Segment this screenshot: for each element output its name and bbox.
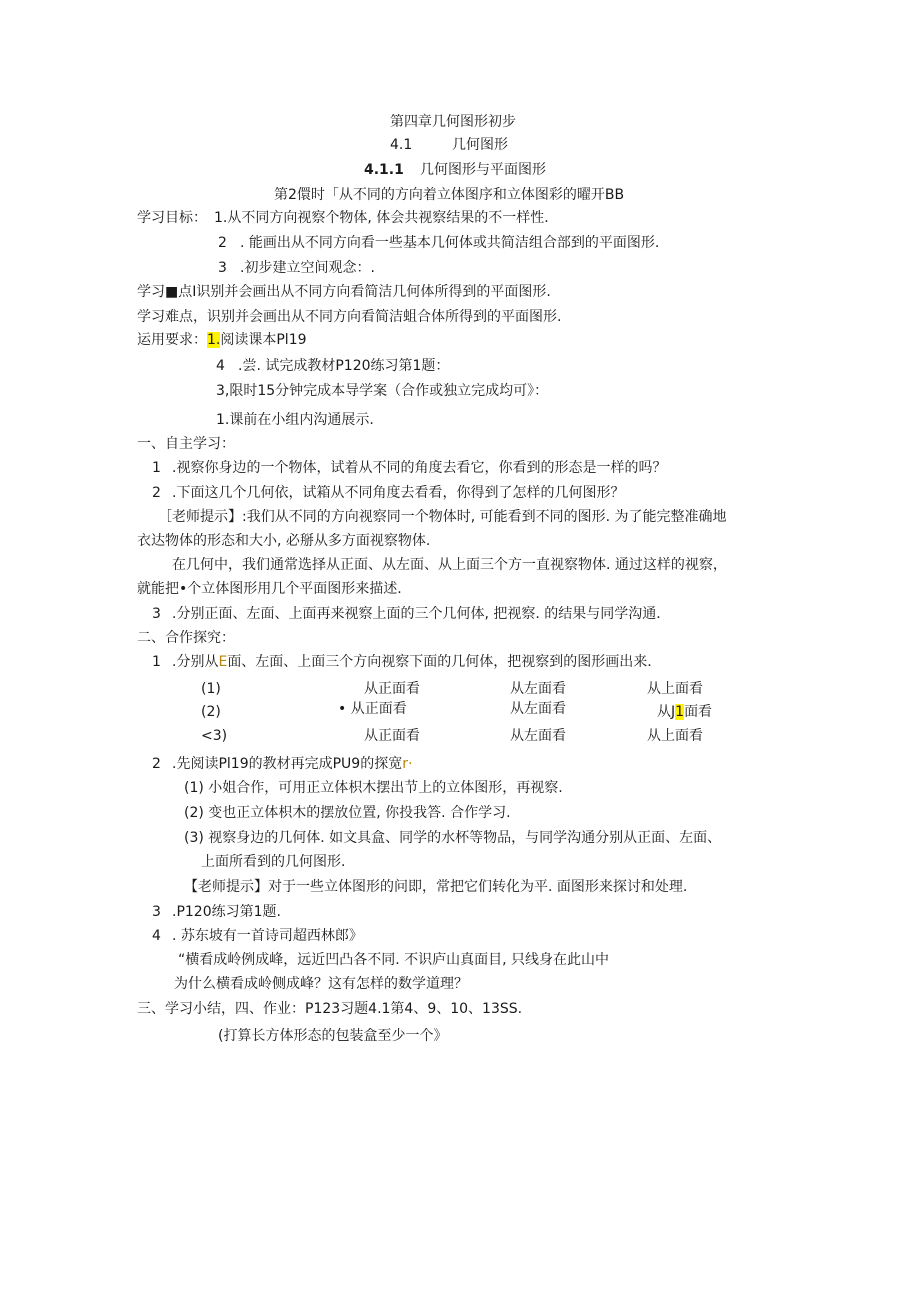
- part1-paragraph-line-1: 在几何中，我们通常选择从正面、从左面、从上面三个方一直视察物体. 通过这样的视察，: [172, 557, 727, 573]
- table-row-2-left: 从左面看: [510, 701, 566, 717]
- part2-q2-mark: r·: [402, 756, 413, 772]
- goal-item-1: 1.从不同方向视察个物体, 体会共视察结果的不一样性.: [214, 210, 549, 226]
- table-row-1-left: 从左面看: [510, 681, 566, 697]
- part1-tip-line-2: 衣达物体的形态和大小, 必掰从多方面视察物体.: [137, 533, 431, 549]
- part2-q4-number: 4: [152, 928, 161, 944]
- key-point-label-a: 学习: [137, 284, 165, 300]
- table-row-3-left: 从左面看: [510, 728, 566, 744]
- usage-item-3: 3,限时15分钟完成本导学案（合作或独立完成均可》：: [216, 383, 549, 399]
- difficulty-line: [137, 307, 561, 327]
- difficulty-text: 识别并会画出从不同方向看简洁蛆合体所得到的平面图形.: [207, 309, 562, 325]
- subsection-title: 几何图形与平面图形: [420, 162, 546, 178]
- table-row-2-top-a: 从J: [657, 704, 676, 720]
- part2-q2-text: .先阅读Pl19的教材再完成PU9的探宽: [172, 756, 403, 772]
- part2-sub-2: (2) 变也正立体枳木的摆放位置, 你投我答. 合作学习.: [184, 805, 511, 821]
- part2-sub-3-line-1: (3) 视察身边的几何体. 如文具盒、同学的水杯等物品，与同学沟通分别从正面、左面、: [184, 830, 722, 846]
- part2-q2-number: 2: [152, 756, 161, 772]
- usage-line-1: [137, 330, 307, 350]
- part2-sub-1: (1) 小姐合作，可用正立体枳木摆出节上的立体图形，再视察.: [184, 780, 563, 796]
- goal-item-3: .初步建立空间观念：.: [240, 260, 375, 276]
- chapter-title: 第四章几何图形初步: [390, 114, 516, 130]
- table-row-2-label: (2): [201, 704, 221, 720]
- part2-sub-3-line-2: 上面所看到的几何图形.: [201, 854, 346, 870]
- part1-q1: .视察你身边的一个物体，试着从不同的角度去看它，你看到的形态是一样的吗？: [172, 460, 667, 476]
- key-point-text: 别并会画出从不同方向看简洁几何体所得到的平面图形.: [210, 284, 551, 300]
- table-row-3-label: <3): [201, 728, 228, 744]
- part2-poem: “横看成岭例成峰，远近凹凸各不同. 不识庐山真面目, 只线身在此山中: [178, 952, 610, 968]
- key-point-label-b: 点I识: [178, 284, 211, 300]
- part1-tip-line-1: ［老师提示】:我们从不同的方向视察同一个物体时, 可能看到不同的图形. 为了能完整准确地: [158, 509, 727, 525]
- table-row-3-front: 从正面看: [364, 728, 420, 744]
- part3-note: (打算长方体形态的包装盒至少一个》: [218, 1028, 448, 1044]
- usage-item-1-mark: 1.: [207, 332, 221, 348]
- table-row-2-front: • 从正面看: [338, 701, 407, 717]
- part1-q3-number: 3: [152, 606, 161, 622]
- table-row-1-front: 从正面看: [364, 681, 420, 697]
- table-row-2-top-b: 面看: [684, 704, 713, 720]
- goal-item-3-number: 3: [218, 260, 227, 276]
- key-point-line: [137, 282, 551, 302]
- difficulty-label: 学习难点，: [137, 309, 207, 325]
- part2-q3-number: 3: [152, 904, 161, 920]
- usage-item-2-number: 4: [216, 358, 225, 374]
- subsection-number: 4.1.1: [364, 162, 404, 178]
- table-row-2-top-highlight: 1: [675, 704, 685, 720]
- part1-q2: .下面这几个几何依，试箱从不同角度去看看，你得到了怎样的几何图形？: [172, 485, 625, 501]
- part2-q1-text-b: 面、左面、上面三个方向视察下面的几何体，把视察到的图形画出来.: [227, 654, 652, 670]
- goals-label: 学习目标：: [137, 210, 207, 226]
- usage-item-1: 阅读课本Pl19: [220, 332, 307, 348]
- usage-item-4: 1.课前在小组内沟通展示.: [216, 412, 374, 428]
- part1-heading: 一、自主学习：: [137, 436, 235, 452]
- part1-q3: .分别正面、左面、上面再来视察上面的三个几何体, 把视察. 的结果与同学沟通.: [172, 606, 661, 622]
- part1-paragraph-line-2: 就能把•个立体图形用几个平面图形来描述.: [137, 581, 402, 597]
- part2-q1-number: 1: [152, 654, 161, 670]
- lesson-title: 第2儇时「从不同的方向着立体图序和立体图彩的曜开BB: [274, 187, 625, 203]
- table-row-3-top: 从上面看: [647, 728, 703, 744]
- part3-summary-homework: 三、学习小结，四、作业：P123习题4.1第4、9、10、13SS.: [137, 1001, 523, 1017]
- part2-q2: [172, 754, 412, 774]
- key-point-square: ■: [165, 284, 179, 300]
- usage-label: 运用要求：: [137, 332, 207, 348]
- section-title: 几何图形: [452, 137, 508, 153]
- section-number: 4.1: [390, 137, 413, 153]
- part2-heading: 二、合作探究：: [137, 630, 235, 646]
- part1-q2-number: 2: [152, 485, 161, 501]
- table-row-2-top: [657, 702, 712, 722]
- part2-poem-question: 为什么横看成岭侧成峰？这有怎样的数学道理？: [174, 976, 468, 992]
- usage-item-2: .尝. 试完成教材P120练习第1题：: [238, 358, 450, 374]
- part2-q1-e: E: [218, 654, 228, 670]
- table-row-1-top: 从上面看: [647, 681, 703, 697]
- goal-item-2: . 能画出从不同方向看一些基本几何体或共简洁组合部到的平面图形.: [240, 235, 660, 251]
- part2-q1-text-a: .分别从: [172, 654, 219, 670]
- part2-q1: [172, 652, 652, 672]
- part2-tip: 【老师提示】对于一些立体图形的问即，常把它们转化为平. 面图形来探讨和处理.: [184, 879, 688, 895]
- table-row-1-label: (1): [201, 681, 221, 697]
- goal-item-2-number: 2: [218, 235, 227, 251]
- part2-q3: .P120练习第1题.: [172, 904, 281, 920]
- part2-q4: . 苏东坡有一首诗司超西林郎》: [172, 928, 363, 944]
- part1-q1-number: 1: [152, 460, 161, 476]
